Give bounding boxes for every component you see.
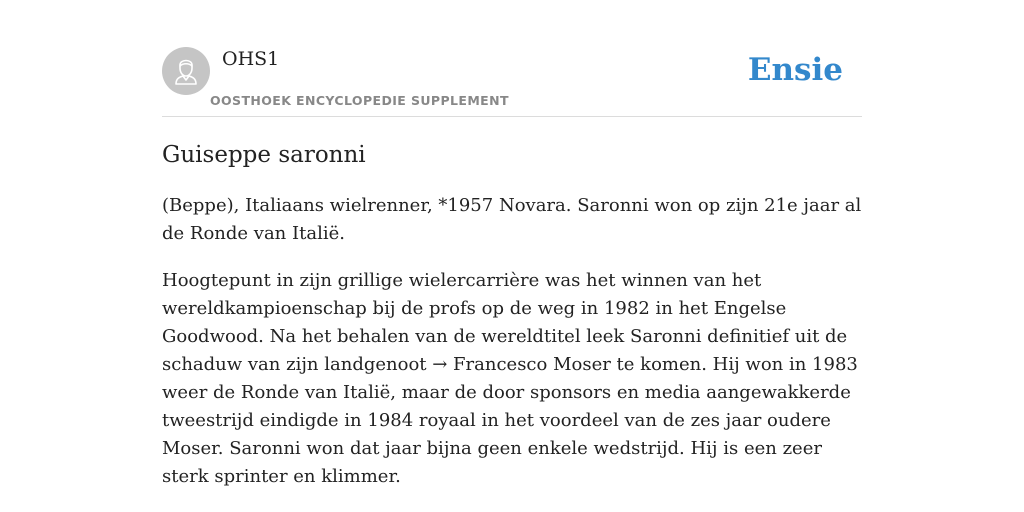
avatar[interactable] (162, 47, 210, 95)
page-title: Guiseppe saronni (162, 142, 366, 168)
article-header (162, 46, 862, 117)
user-icon (162, 47, 210, 95)
author-name[interactable]: OHS1 (222, 48, 280, 70)
source-label[interactable]: OOSTHOEK ENCYCLOPEDIE SUPPLEMENT (210, 93, 509, 108)
article-body (162, 192, 862, 510)
ensie-logo[interactable]: Ensie (747, 52, 843, 88)
article-paragraph: (Beppe), Italiaans wielrenner, *1957 Novara. Saronni won op zijn 21e jaar al de Ronde van Italië. (162, 195, 862, 244)
article-paragraph: Hoogtepunt in zijn grillige wielercarrière was het winnen van het wereldkampioenschap bij de profs op de weg in 1982 in het Engelse Goodwood. Na het behalen van de wereldtitel leek Saronni definitief uit de schaduw van zijn landgenoot → Francesco Moser te komen. Hij won in 1983 weer de Ronde van Italië, maar de door sponsors en media aangewakkerde tweestrijd eindigde in 1984 royaal in het voordeel van de zes jaar oudere Moser. Saronni won dat jaar bijna geen enkele wedstrijd. Hij is een zeer sterk sprinter en klimmer. (162, 270, 858, 487)
